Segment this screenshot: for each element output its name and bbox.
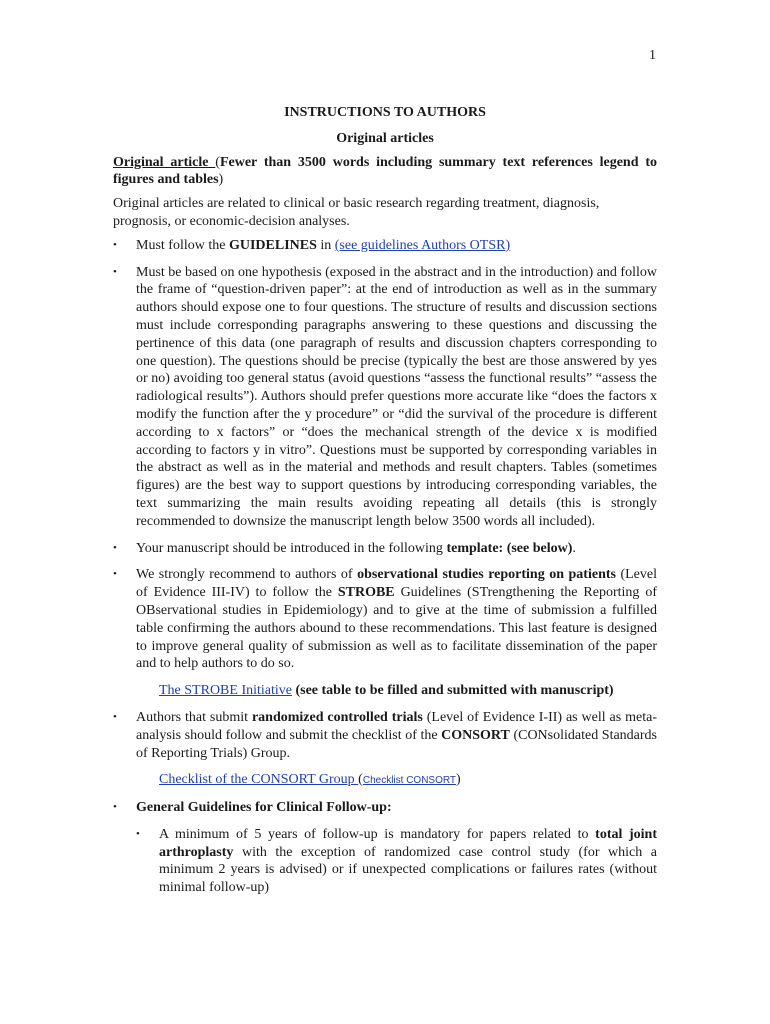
consort-reference (113, 771, 657, 790)
bullet-glyph: • (113, 568, 117, 581)
strobe-text: We strongly recommend to authors of (136, 567, 358, 583)
section-heading-underlined: Original article (113, 154, 216, 170)
list-item-followup (113, 799, 657, 897)
strobe-bold-observational: observational studies reporting on patients (357, 567, 616, 583)
consort-bold-consort: CONSORT (441, 727, 510, 743)
template-bold: template: (see below) (446, 540, 573, 556)
section-heading (113, 154, 657, 190)
guideline-list (113, 237, 657, 673)
followup-post: with the exception of randomized case control study (for which a minimum 2 years is advised) or if unexpected complications or failures rates (without minimal follow-up) (159, 844, 657, 896)
bullet-glyph: • (113, 238, 117, 251)
list-item-consort (113, 709, 657, 762)
bullet-glyph: • (113, 541, 117, 554)
guidelines-text: Must follow the (136, 237, 229, 253)
strobe-mid: (Level of Evidence III-IV) to follow the (136, 567, 658, 601)
guidelines-mid: in (316, 237, 335, 253)
hypothesis-text: Must be based on one hypothesis (exposed in the abstract and in the introduction) and follow the frame of “question-driven paper”: at the end of introduction as well as in the summary authors should expose one to four questions. The structure of results and discussion sections must include corresponding paragraphs answering to these questions and discussing the pertinence of this data (one paragraph of results and discussion chapters corresponding to one question). The questions should be precise (typically the best are those answered by yes or no) avoiding too general status (avoid questions “assess the functional results” “assess the radiological results”). Authors should prefer questions more accurate like “does the factors x modify the function after the y procedure” or “did the survival of the procedure is different according to x factors” or “does the mechanical strength of the device x is modified according to factors y in vitro”. Questions must be supported by corresponding variables in the abstract as well as in the material and methods and result chapters. Tables (sometimes figures) are the best way to support questions by introducing corresponding variables, the text summarizing the main results avoiding repeating all details (this is strongly recommended to downsize the manuscript length below 3500 words all included). (136, 264, 657, 529)
consort-checklist-small-link[interactable]: Checklist CONSORT (362, 775, 457, 787)
section-heading-paren-close: ) (218, 172, 224, 188)
list-item-template (113, 540, 657, 558)
document-subtitle: Original articles (336, 130, 434, 146)
guideline-list-2 (113, 709, 657, 762)
strobe-reference (113, 682, 657, 700)
consort-ref-paren-close: ) (456, 772, 461, 788)
followup-sublist (136, 826, 657, 897)
list-item-strobe (113, 566, 657, 673)
followup-bold: total joint arthroplasty (159, 826, 658, 860)
guideline-list-3 (113, 799, 657, 897)
bullet-glyph: • (113, 710, 117, 723)
consort-post: (CONsolidated Standards of Reporting Trials) Group. (136, 727, 658, 761)
section-intro: Original articles are related to clinical or basic research regarding treatment, diagnosis, prognosis, or economic-decision analyses. (113, 196, 600, 229)
section-heading-bold: Fewer than 3500 words including summary text references legend to figures and tables (113, 154, 657, 188)
consort-text: Authors that submit (136, 709, 252, 725)
consort-bold-rct: randomized controlled trials (251, 709, 423, 725)
page-number: 1 (649, 48, 656, 63)
consort-checklist-link[interactable]: Checklist of the CONSORT Group (159, 772, 359, 788)
bullet-glyph: • (113, 265, 117, 278)
bullet-glyph: • (113, 801, 117, 814)
strobe-post: Guidelines (STrengthening the Reporting of OBservational studies in Epidemiology) and to give at the time of submission a fulfilled table confirming the authors abound to these recommendations. This last feature is designed to improve general quality of submission as well as to facilitate dissemination of the paper and to help authors to do so. (136, 585, 657, 672)
template-text: Your manuscript should be introduced in the following (136, 540, 447, 556)
consort-mid: (Level of Evidence I-II) as well as meta-analysis should follow and submit the checklist of the (136, 709, 657, 743)
list-item-guidelines (113, 237, 657, 255)
document-title: INSTRUCTIONS TO AUTHORS (284, 105, 486, 120)
sub-bullet-glyph: • (136, 827, 140, 840)
followup-text: A minimum of 5 years of follow-up is mandatory for papers related to (159, 826, 596, 842)
followup-heading: General Guidelines for Clinical Follow-up: (136, 800, 392, 816)
strobe-bold-strobe: STROBE (337, 585, 395, 601)
guidelines-bold: GUIDELINES (228, 237, 317, 253)
strobe-ref-note: (see table to be filled and submitted with manuscript) (295, 683, 614, 699)
guidelines-link[interactable]: (see guidelines Authors OTSR) (334, 237, 511, 253)
strobe-initiative-link[interactable]: The STROBE Initiative (159, 683, 292, 699)
consort-ref-paren-open: ( (358, 772, 363, 788)
section-heading-paren-open: ( (215, 154, 220, 170)
document-body (113, 104, 657, 906)
template-post: . (572, 540, 576, 556)
followup-subitem (136, 826, 657, 897)
list-item-hypothesis (113, 264, 657, 531)
